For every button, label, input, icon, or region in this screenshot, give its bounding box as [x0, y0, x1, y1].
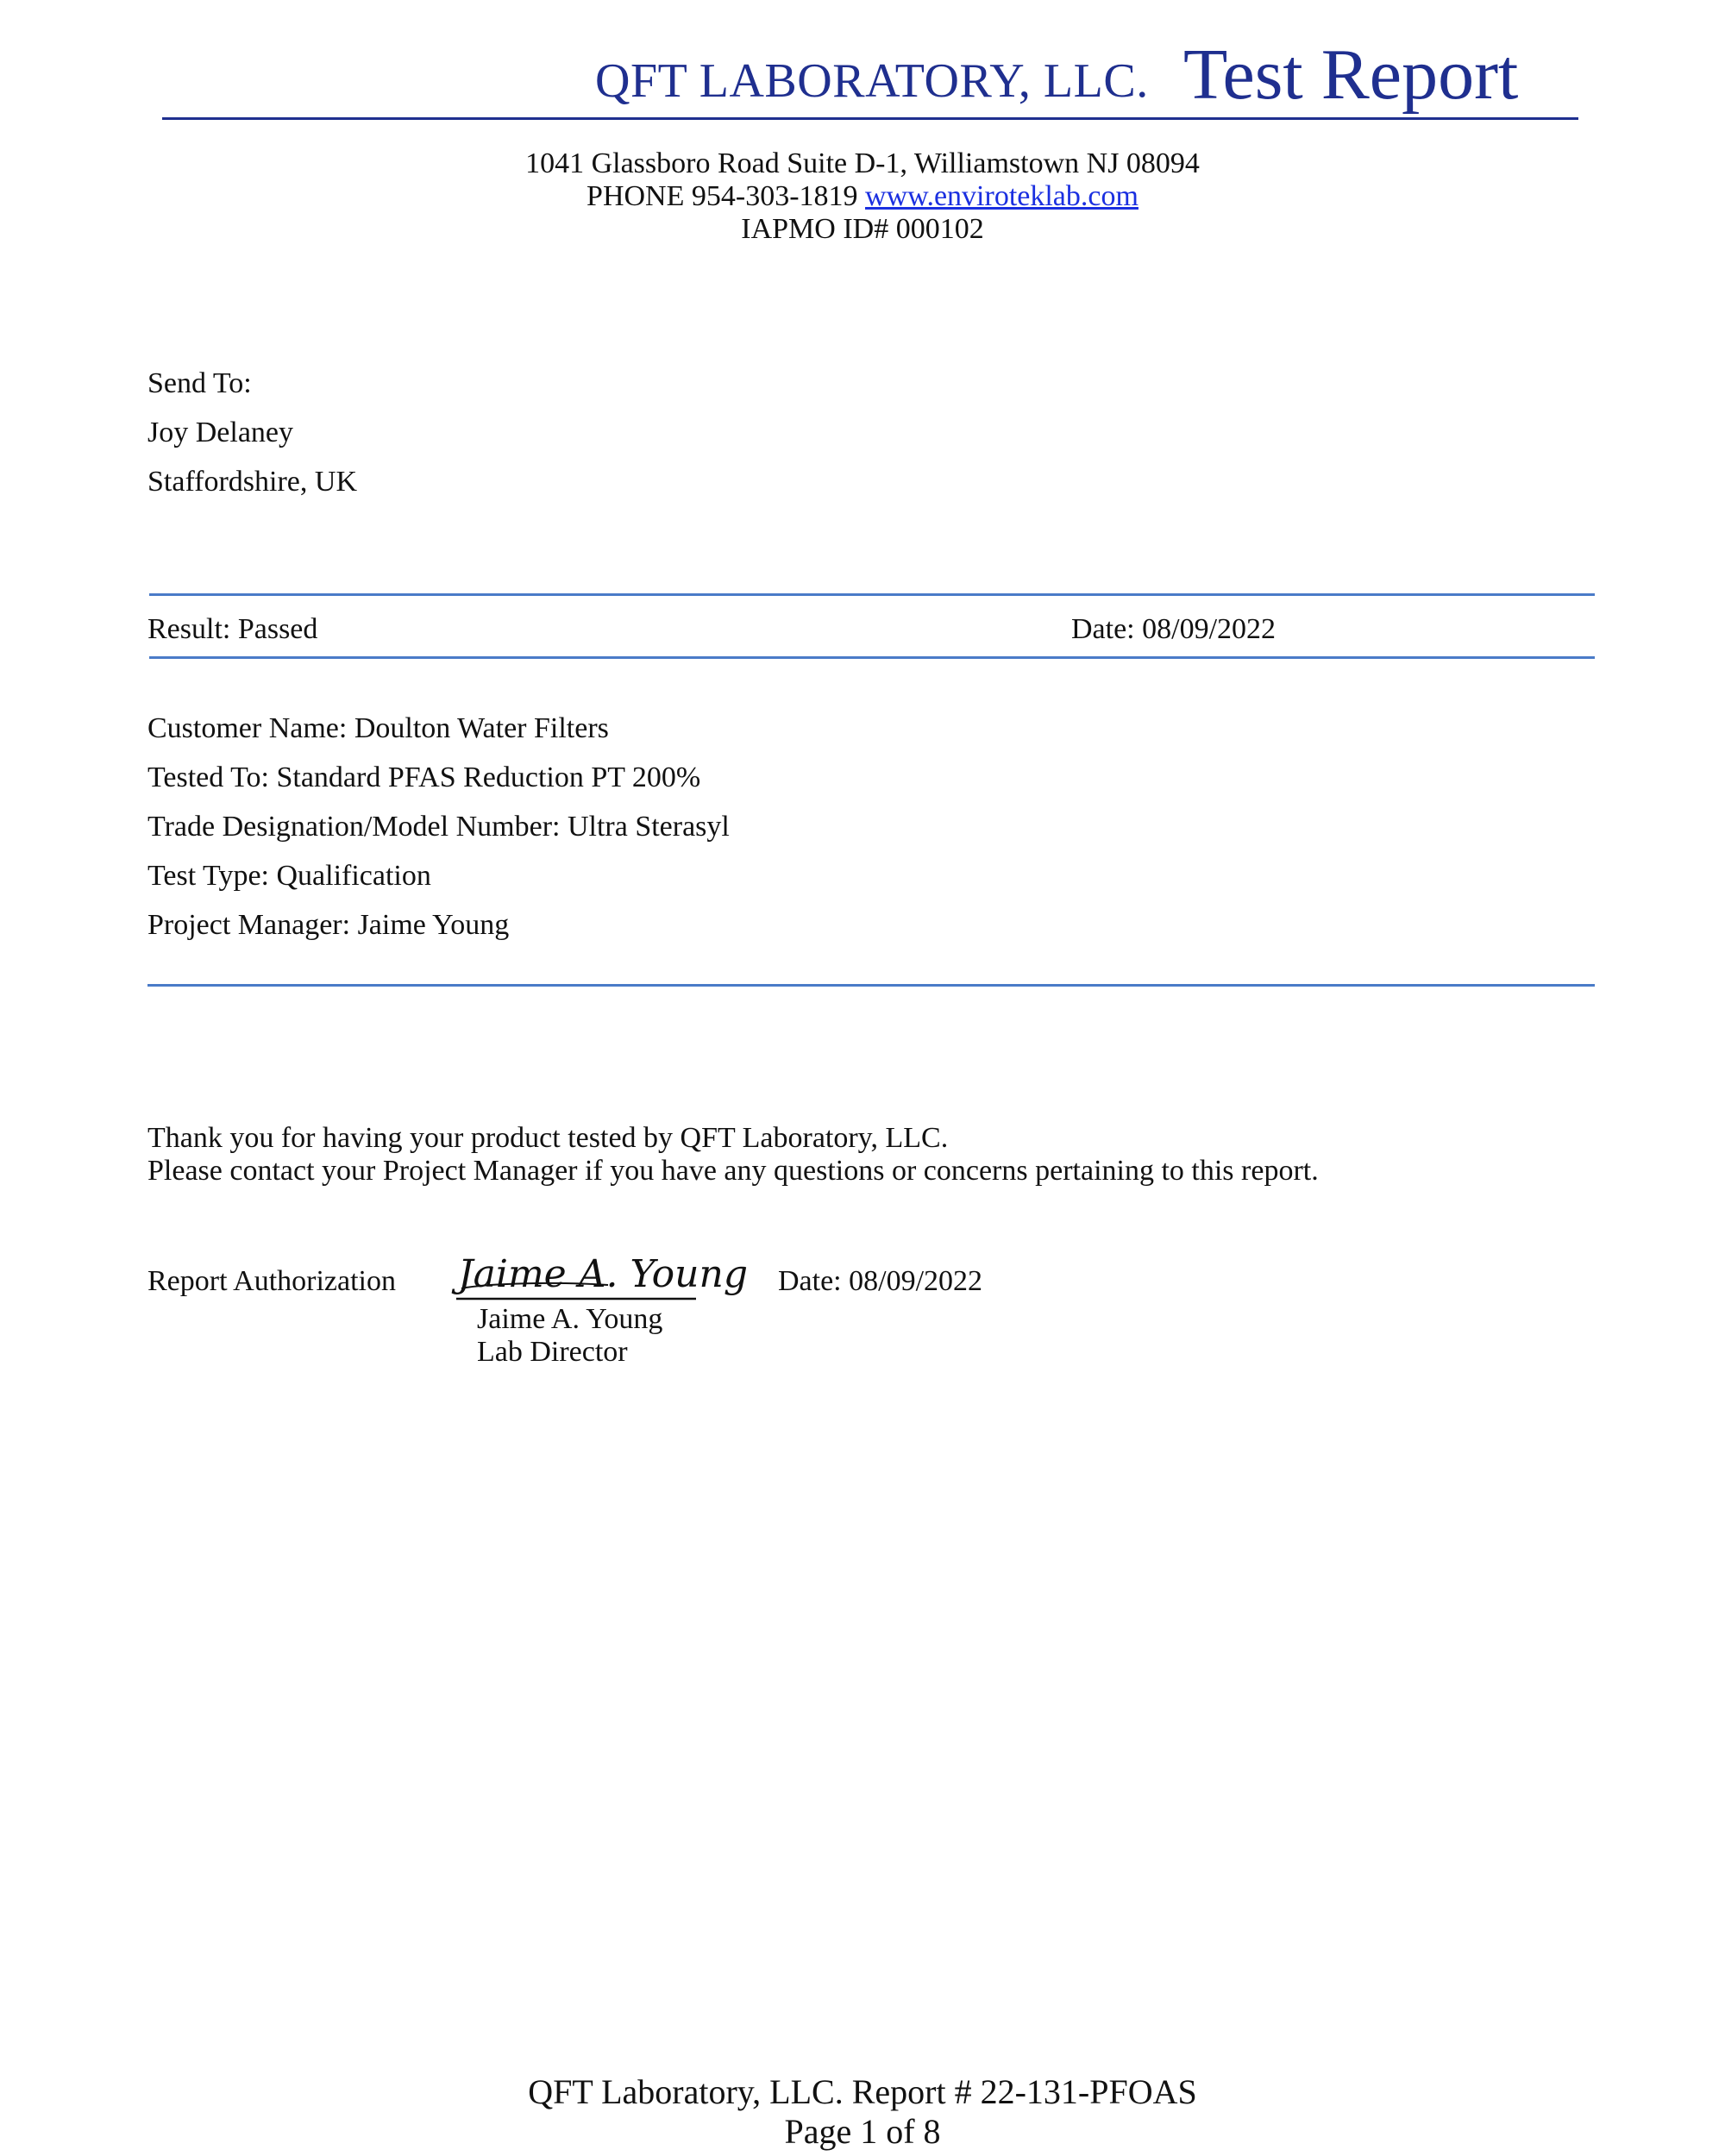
website-link[interactable]: www.enviroteklab.com — [865, 180, 1138, 212]
signer-name: Jaime A. Young — [477, 1303, 663, 1335]
report-title: Test Report — [1183, 34, 1519, 115]
company-name: QFT LABORATORY, LLC. — [595, 54, 1149, 108]
authorization-date: Date: 08/09/2022 — [778, 1265, 983, 1297]
result-date: Date: 08/09/2022 — [1071, 613, 1276, 645]
summary-bottom-rule — [149, 656, 1595, 659]
detail-tested-to: Tested To: Standard PFAS Reduction PT 200% — [147, 761, 701, 793]
signer-role: Lab Director — [477, 1336, 628, 1368]
detail-project-manager: Project Manager: Jaime Young — [147, 909, 510, 941]
summary-top-rule — [149, 593, 1595, 596]
thank-you-message: Thank you for having your product tested by QFT Laboratory, LLC. — [147, 1122, 949, 1154]
footer-page-number: Page 1 of 8 — [784, 2112, 941, 2151]
detail-test-type: Test Type: Qualification — [147, 860, 431, 892]
details-rule — [147, 984, 1595, 987]
recipient-name: Joy Delaney — [147, 417, 294, 448]
iapmo-id: IAPMO ID# 000102 — [741, 213, 984, 245]
signature-image — [453, 1247, 748, 1307]
recipient-location: Staffordshire, UK — [147, 466, 357, 498]
address-line: 1041 Glassboro Road Suite D-1, Williamstown NJ 08094 — [525, 147, 1200, 179]
detail-model-number: Trade Designation/Model Number: Ultra Sterasyl — [147, 811, 730, 843]
result-status: Result: Passed — [147, 613, 318, 645]
phone-number: PHONE 954-303-1819 — [586, 180, 858, 212]
contact-message: Please contact your Project Manager if you have any questions or concerns pertaining to this report. — [147, 1155, 1319, 1187]
contact-line — [0, 180, 1725, 213]
header-rule — [162, 117, 1578, 120]
authorization-label: Report Authorization — [147, 1265, 397, 1297]
signature-text: Jaime A. Young — [458, 1252, 748, 1296]
footer-report-number: QFT Laboratory, LLC. Report # 22-131-PFOAS — [528, 2072, 1197, 2111]
send-to-label: Send To: — [147, 367, 252, 399]
detail-customer-name: Customer Name: Doulton Water Filters — [147, 712, 609, 744]
